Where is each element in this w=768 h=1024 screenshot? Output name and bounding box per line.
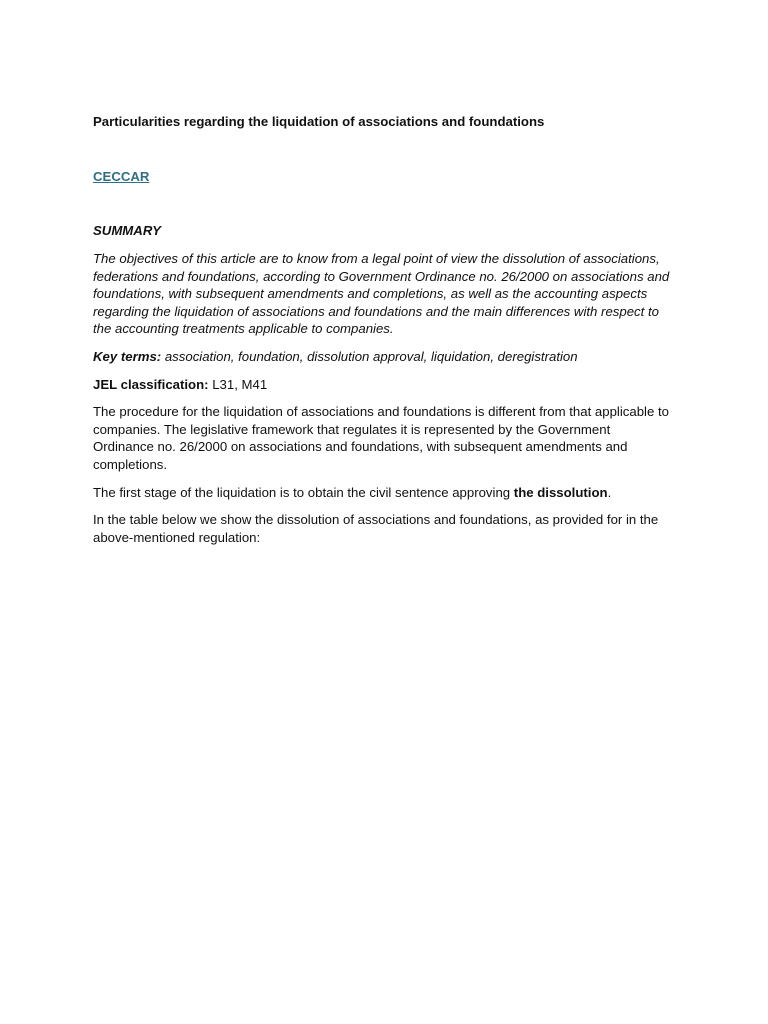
jel-label: JEL classification: <box>93 376 209 392</box>
paragraph-2-text: The first stage of the liquidation is to obtain the civil sentence approving <box>93 484 514 500</box>
body-paragraph-3: In the table below we show the dissolution of associations and foundations, as provided for in the above-mentioned regulation: <box>93 512 659 545</box>
abstract-text: The objectives of this article are to know from a legal point of view the dissolution of associations, federations and foundations, according to Government Ordinance no. 26/2000 on associations and foundations, with subsequent amendments and completions, as well as the accounting aspects regarding the liquidation of associations and foundations and the main differences with respect to the accounting treatments applicable to companies. <box>93 251 670 337</box>
key-terms <box>93 348 673 366</box>
paragraph-2-emphasis: the dissolution <box>513 484 608 500</box>
body-paragraph-1: The procedure for the liquidation of associations and foundations is different from that applicable to companies. The legislative framework that regulates it is represented by the Government Ordinance no. 26/2000 on associations and foundations, with subsequent amendments and completions. <box>93 404 669 472</box>
jel-value: L31, M41 <box>208 376 268 392</box>
document-title: Particularities regarding the liquidation of associations and foundations <box>93 114 545 129</box>
body-paragraph-2 <box>93 484 673 502</box>
key-terms-label: Key terms: <box>93 348 162 364</box>
key-terms-value: association, foundation, dissolution approval, liquidation, deregistration <box>161 348 578 364</box>
author-link[interactable]: CECCAR <box>93 169 150 184</box>
document-page <box>93 113 673 546</box>
summary-heading: SUMMARY <box>93 223 161 238</box>
paragraph-2-end: . <box>607 484 612 500</box>
jel-classification <box>93 376 673 394</box>
